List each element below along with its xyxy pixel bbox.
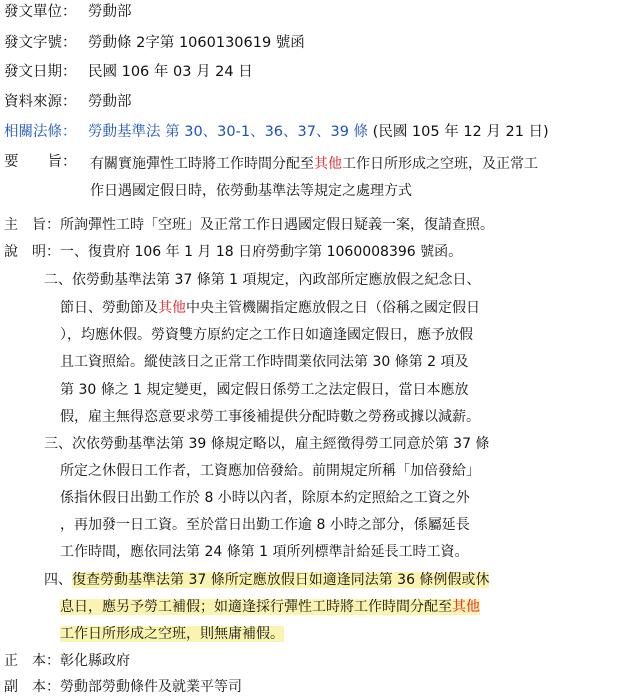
explanation-item-3-line: 三、次依勞動基準法第 39 條規定略以，雇主經徵得勞工同意於第 37 條	[44, 436, 490, 452]
meta-unit-value: 勞動部	[88, 4, 132, 20]
highlighted-text: 復查勞動基準法第 37 條所定應放假日如適逢同法第 36 條例假或休	[72, 572, 490, 588]
meta-source	[4, 92, 132, 112]
explanation-item-2-line: 二、依勞動基準法第 37 條第 1 項規定，內政部所定應放假之紀念日、	[44, 272, 481, 288]
meta-law-date: (民國 105 年 12 月 21 日)	[372, 124, 549, 140]
summary-text: 有關實施彈性工時將工作時間分配至	[90, 156, 314, 172]
explanation-item-2-line	[60, 298, 480, 318]
meta-law-label: 相關法條：	[4, 124, 77, 140]
explanation-item-3-line: 所定之休假日工作者，工資應加倍發給。前開規定所稱「加倍發給」	[60, 463, 480, 479]
meta-unit-label: 發文單位：	[4, 4, 77, 20]
text: 中央主管機關指定應放假之日（俗稱之國定假日	[186, 300, 480, 316]
highlight-word: 其他	[158, 300, 186, 316]
explanation-item-4-line	[60, 597, 480, 617]
summary-highlight-word: 其他	[314, 156, 342, 172]
meta-source-value: 勞動部	[88, 94, 132, 110]
highlighted-text	[60, 599, 480, 615]
text: 息日，應另予勞工補假；如適逢採行彈性工時將工作時間分配至	[60, 599, 452, 615]
explanation-item-3-line: ，再加發一日工資。至於當日出勤工作逾 8 小時之部分，係屬延長	[60, 517, 470, 533]
meta-number	[4, 33, 305, 53]
highlighted-text: 工作日所形成之空班，則無庸補假。	[60, 626, 284, 642]
explanation-item-3-line: 係指休假日出勤工作於 8 小時以內者，除原本約定照給之工資之外	[60, 490, 470, 506]
summary-label: 要 旨：	[4, 154, 77, 170]
summary-line-2: 作日遇國定假日時，依勞動基準法等規定之處理方式	[90, 183, 412, 199]
explanation-item-2-line: 假，雇主無得恣意要求勞工事後補提供分配時數之勞務或據以減薪。	[60, 409, 480, 425]
explanation-item-4-line	[44, 570, 489, 590]
explanation-item-2-line: ），均應休假。勞資雙方原約定之工作日如適逢國定假日，應予放假	[60, 327, 473, 343]
summary-text: 工作日所形成之空班，及正常工	[342, 156, 538, 172]
meta-date-value: 民國 106 年 03 月 24 日	[88, 64, 253, 80]
explanation-item-2-line: 第 30 條之 1 規定變更，國定假日係勞工之法定假日，當日本應放	[60, 382, 469, 398]
recipient-line: 正 本：彰化縣政府	[4, 653, 130, 669]
meta-date-label: 發文日期：	[4, 64, 77, 80]
meta-source-label: 資料來源：	[4, 94, 77, 110]
copy-line: 副 本：勞動部勞動條件及就業平等司	[4, 679, 242, 695]
meta-number-value: 勞動條 2字第 1060130619 號函	[88, 35, 305, 51]
meta-date	[4, 62, 253, 82]
meta-law	[4, 122, 549, 142]
summary-line-1	[90, 154, 538, 174]
explanation-item-3-line: 工作時間，應依同法第 24 條第 1 項所列標準計給延長工時工資。	[60, 544, 469, 560]
explanation-item-2-line: 且工資照給。縱使該日之正常工作時間業依同法第 30 條第 2 項及	[60, 354, 469, 370]
explanation-item-4-line	[60, 624, 284, 644]
highlight-word: 其他	[452, 599, 480, 615]
subject-line: 主 旨：所詢彈性工時「空班」及正常工作日遇國定假日疑義一案，復請查照。	[4, 217, 494, 233]
text: 節日、勞動節及	[60, 300, 158, 316]
item-number: 四、	[44, 572, 72, 588]
meta-unit	[4, 2, 132, 22]
related-law-link[interactable]: 勞動基準法 第 30、30-1、36、37、39 條	[88, 124, 369, 140]
explanation-item-1: 說 明：一、復貴府 106 年 1 月 18 日府勞動字第 1060008396 號函。	[4, 244, 463, 260]
meta-number-label: 發文字號：	[4, 35, 77, 51]
